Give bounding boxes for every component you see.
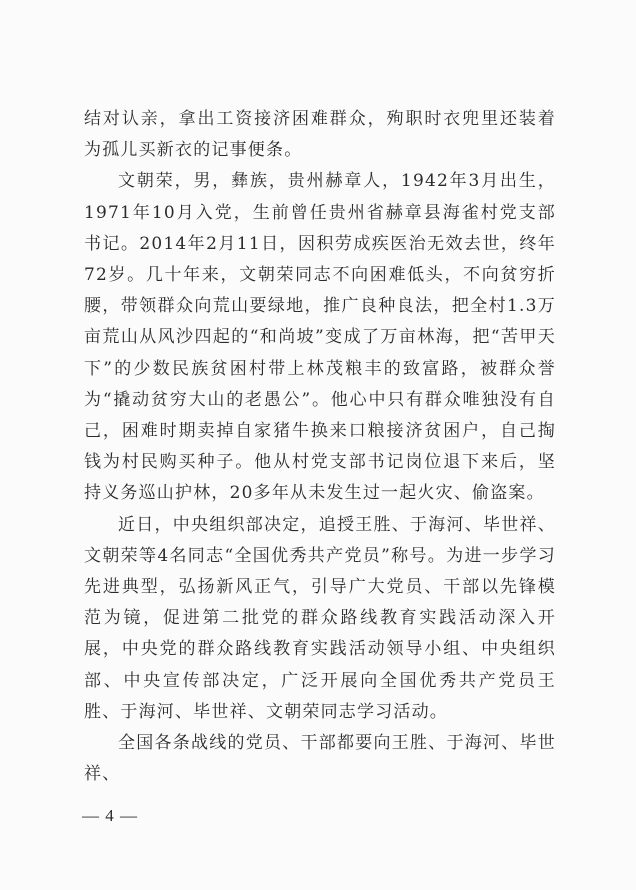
paragraph-continuation: 结对认亲，拿出工资接济困难群众，殉职时衣兜里还装着为孤儿买新衣的记事便条。 (84, 109, 556, 161)
paragraph-wen-chaorong: 文朝荣，男，彝族，贵州赫章人，1942年3月出生，1971年10月入党，生前曾任贵州省赫章县海雀村党支部书记。2014年2月11日，因积劳成疾医治无效去世，终年72岁。几十年来，文朝荣同志不向困难低头，不向贫穷折腰，带领群众向荒山要绿地，推广良种良法，把全村1.3万亩荒山从风沙四起的“和尚坡”变成了万亩林海，把“苦甲天下”的少数民族贫困村带上林茂粮丰的致富路，被群众誉为“撬动贫穷大山的老愚公”。他心中只有群众唯独没有自己，困难时期卖掉自家猪牛换来口粮接济贫困户，自己掏钱为村民购买种子。他从村党支部书记岗位退下来后，坚持义务巡山护林，20多年从未发生过一起火灾、偷盗案。 (84, 171, 556, 504)
paragraph-call-to-learn: 全国各条战线的党员、干部都要向王胜、于海河、毕世祥、 (84, 733, 556, 785)
paragraph-decision: 近日，中央组织部决定，追授王胜、于海河、毕世祥、文朝荣等4名同志“全国优秀共产党员”称号。为进一步学习先进典型，弘扬新风正气，引导广大党员、干部以先锋模范为镜，促进第二批党的群众路线教育实践活动深入开展，中央党的群众路线教育实践活动领导小组、中央组织部、中央宣传部决定，广泛开展向全国优秀共产党员王胜、于海河、毕世祥、文朝荣同志学习活动。 (84, 514, 556, 722)
page-number: — 4 — (82, 806, 138, 825)
body-text (84, 104, 556, 790)
